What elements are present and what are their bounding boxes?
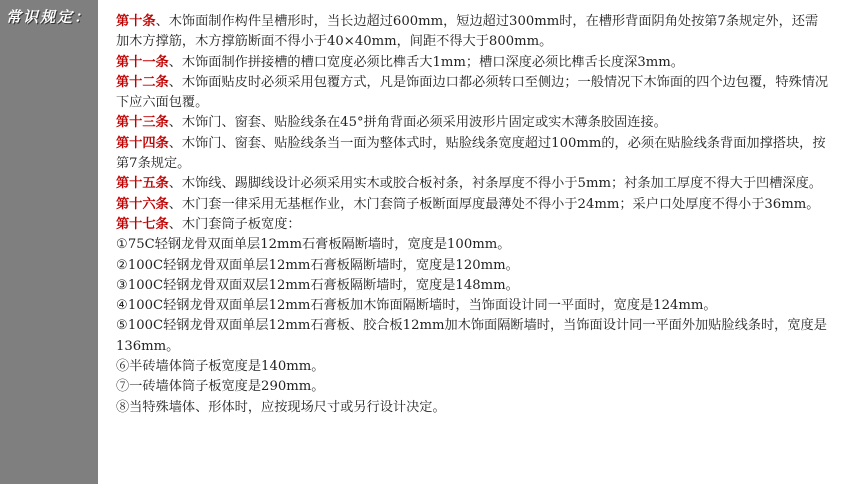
article-text: 、木门套一律采用无基框作业，木门套筒子板断面厚度最薄处不得小于24mm；采户口处厚度不得小于36mm。 bbox=[168, 196, 820, 212]
list-item: ④100C轻钢龙骨双面单层12mm石膏板加木饰面隔断墙时，当饰面设计同一平面时，宽度是124mm。 bbox=[116, 298, 717, 314]
article-17 bbox=[116, 215, 830, 235]
article-text: 、木饰面制作构件呈槽形时，当长边超过600mm，短边超过300mm时，在槽形背面阴角处按第7条规定外，还需加木方撑筋，木方撑筋断面不得小于40×40mm，间距不得大于800mm。 bbox=[116, 14, 819, 50]
article-12 bbox=[116, 73, 830, 114]
article-10 bbox=[116, 12, 830, 53]
article-label: 第十一条 bbox=[116, 54, 169, 70]
list-item: ⑥半砖墙体筒子板宽度是140mm。 bbox=[116, 359, 325, 375]
article-label: 第十五条 bbox=[116, 176, 169, 192]
article-11 bbox=[116, 53, 830, 73]
article-label: 第十四条 bbox=[116, 135, 169, 151]
list-item: ②100C轻钢龙骨双面单层12mm石膏板隔断墙时，宽度是120mm。 bbox=[116, 257, 519, 273]
article-text: 、木饰面贴皮时必须采用包覆方式，凡是饰面边口都必须转口至侧边；一般情况下木饰面的四个边包覆，特殊情况下应六面包覆。 bbox=[116, 74, 829, 111]
article-label: 第十条 bbox=[116, 14, 156, 29]
sidebar-panel bbox=[0, 0, 98, 484]
article-label: 第十六条 bbox=[116, 196, 169, 212]
article-label: 第十二条 bbox=[116, 74, 169, 90]
list-item: ③100C轻钢龙骨双面双层12mm石膏板隔断墙时，宽度是148mm。 bbox=[116, 277, 519, 293]
page-title: 常识规定： bbox=[6, 8, 92, 26]
article-label: 第十三条 bbox=[116, 115, 169, 131]
rules-content bbox=[116, 12, 830, 418]
article-text: 、木饰线、踢脚线设计必须采用实木或胶合板衬条，衬条厚度不得小于5mm；衬条加工厚度不得大于凹槽深度。 bbox=[168, 176, 822, 192]
article-16 bbox=[116, 195, 830, 215]
article-14 bbox=[116, 134, 830, 175]
list-item: ⑦一砖墙体筒子板宽度是290mm。 bbox=[116, 379, 325, 395]
list-item: ⑤100C轻钢龙骨双面单层12mm石膏板、胶合板12mm加木饰面隔断墙时，当饰面设计同一平面外加贴脸线条时，宽度是136mm。 bbox=[116, 318, 827, 354]
list-item: ⑧当特殊墙体、形体时，应按现场尺寸或另行设计决定。 bbox=[116, 399, 446, 415]
article-13 bbox=[116, 113, 830, 133]
article-text: 、木门套筒子板宽度： bbox=[168, 216, 301, 232]
article-text: 、木饰面制作拼接槽的槽口宽度必须比榫舌大1mm；槽口深度必须比榫舌长度深3mm。 bbox=[168, 54, 684, 70]
list-item: ①75C轻钢龙骨双面单层12mm石膏板隔断墙时，宽度是100mm。 bbox=[116, 237, 511, 253]
article-label: 第十七条 bbox=[116, 216, 169, 232]
article-text: 、木饰门、窗套、贴脸线条当一面为整体式时，贴脸线条宽度超过100mm的，必须在贴脸线条背面加撑搭块，按第7条规定。 bbox=[116, 135, 826, 172]
article-text: 、木饰门、窗套、贴脸线条在45°拼角背面必须采用波形片固定或实木薄条胶固连接。 bbox=[168, 115, 667, 131]
article-15 bbox=[116, 174, 830, 194]
